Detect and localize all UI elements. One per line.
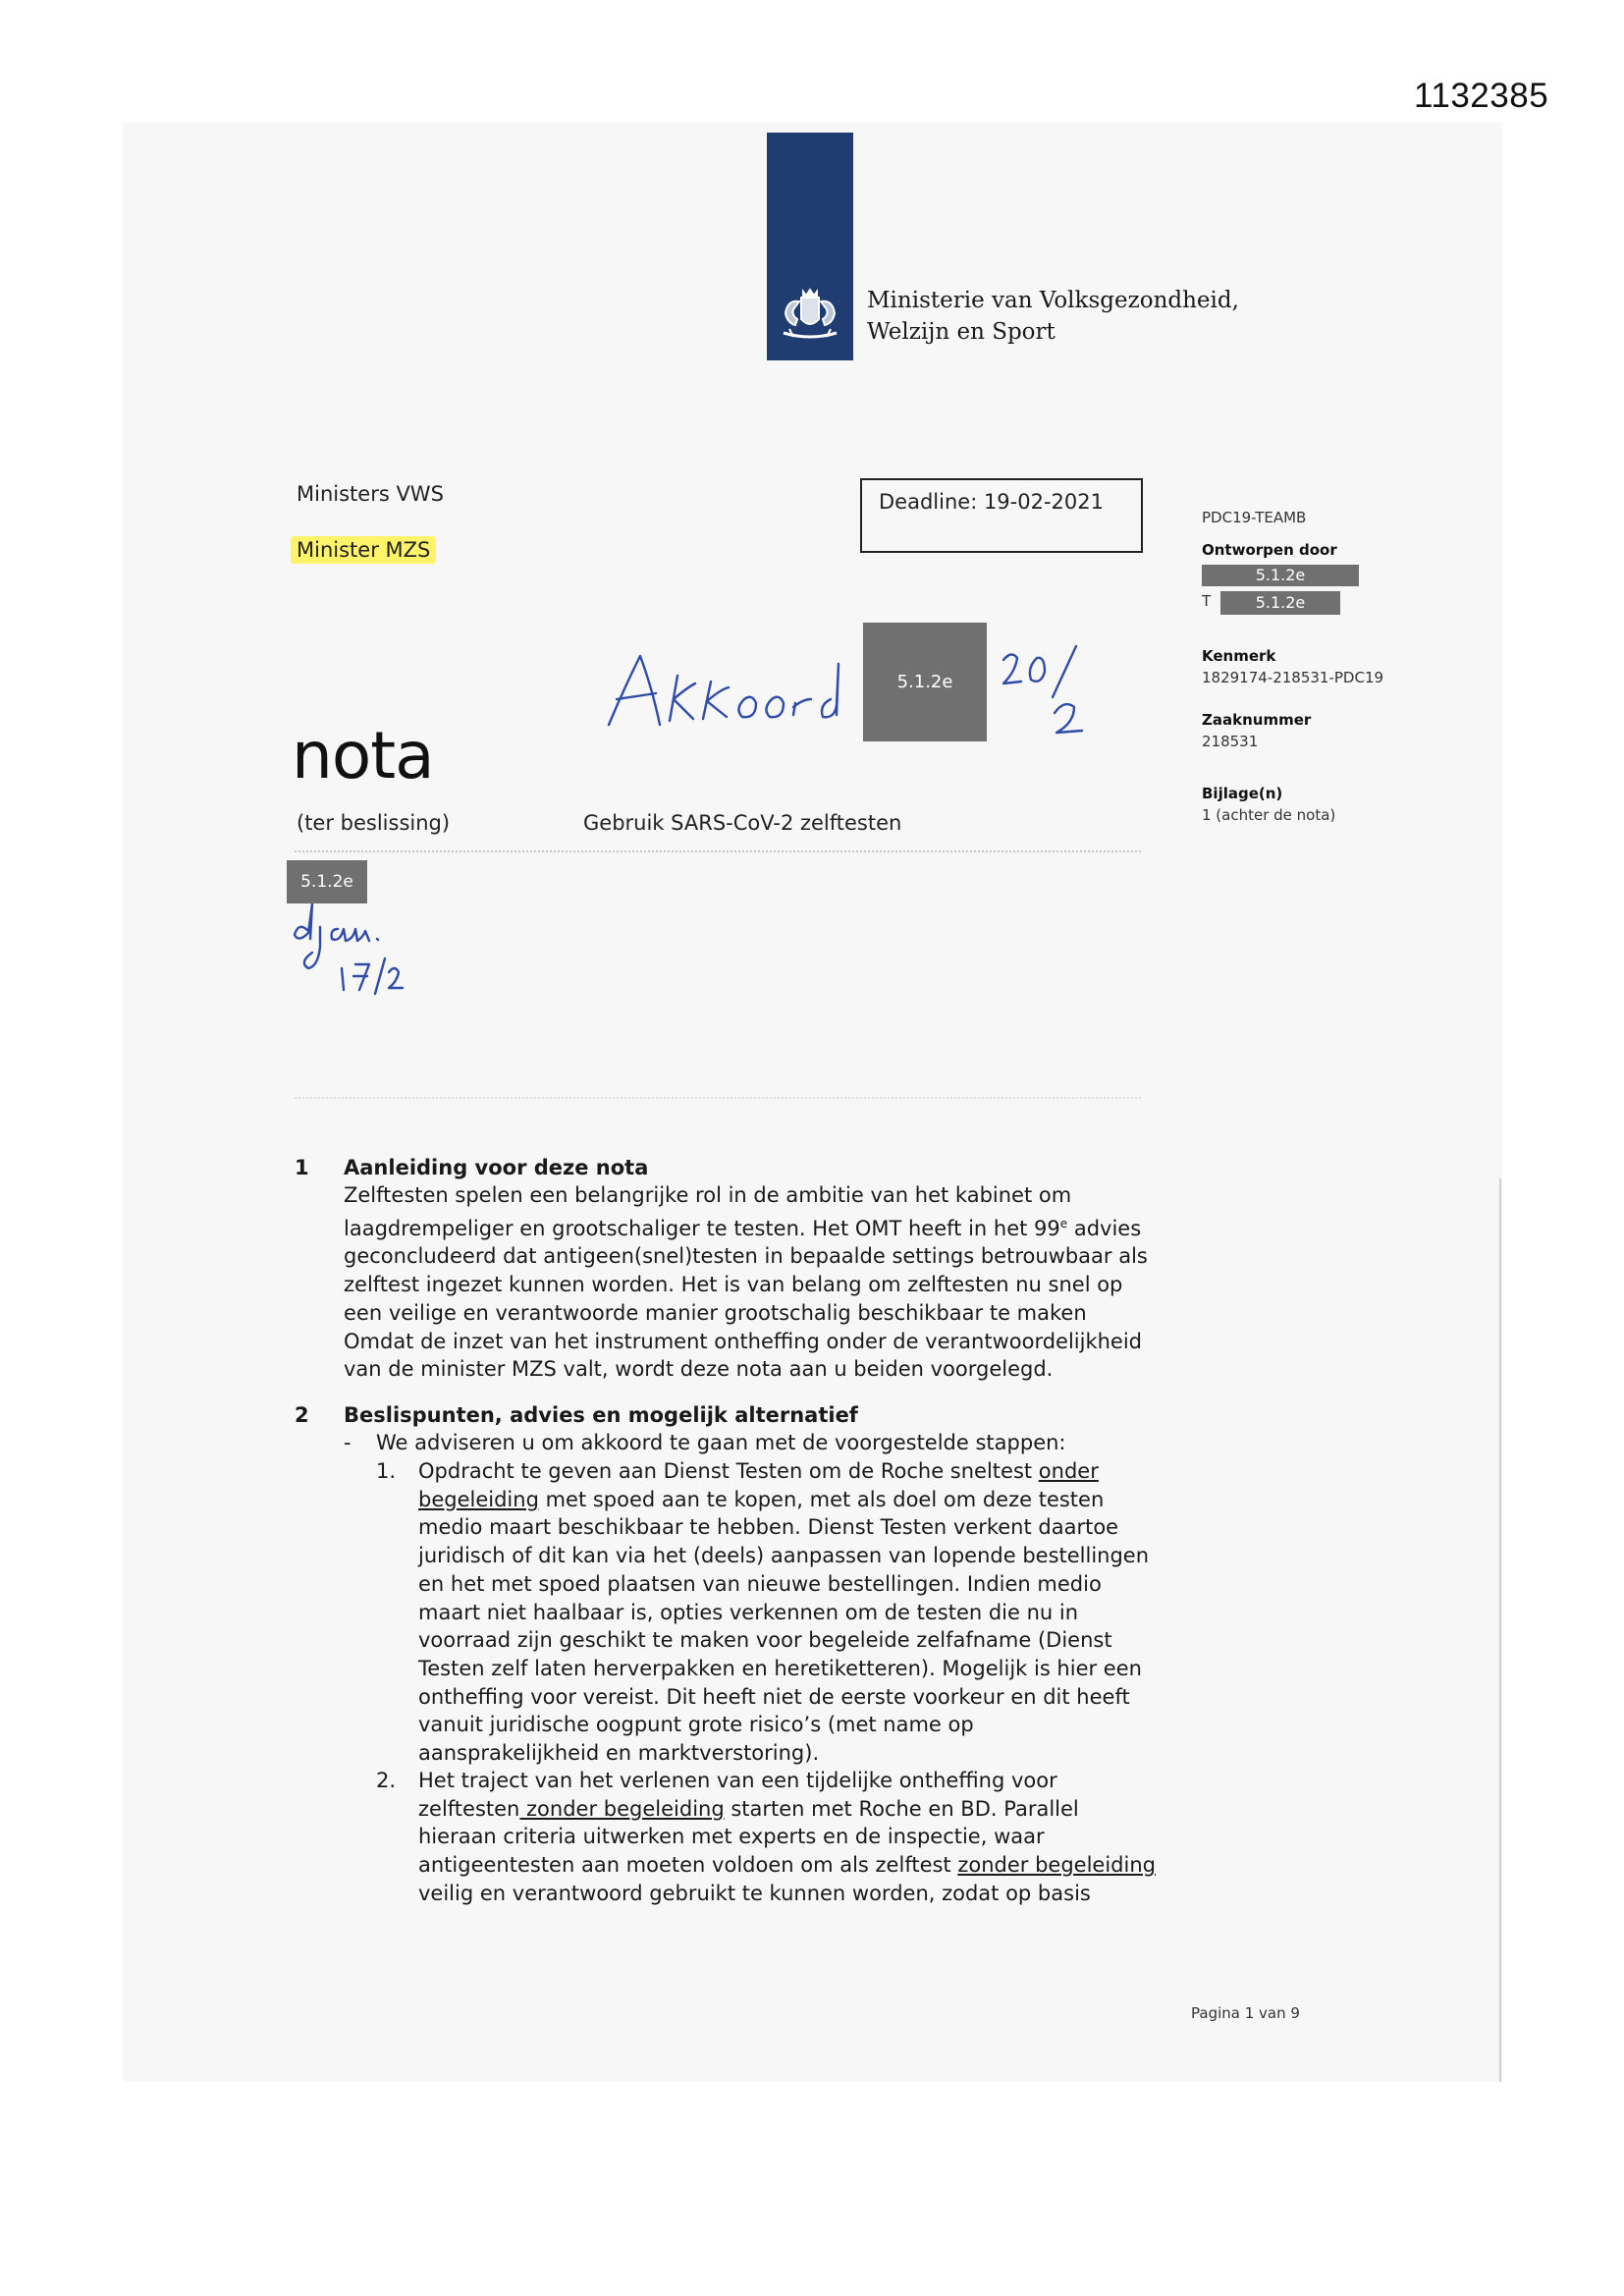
section-1-line: Zelftesten spelen een belangrijke rol in de ambitie van het kabinet om	[344, 1183, 1072, 1207]
document-title: nota	[292, 718, 434, 793]
attachments-value: 1 (achter de nota)	[1202, 806, 1336, 824]
section-1-line: van de minister MZS valt, wordt deze nota aan u beiden voorgelegd.	[344, 1357, 1054, 1382]
deadline-box: Deadline: 19-02-2021	[860, 478, 1143, 553]
addressee-ministers-vws: Ministers VWS	[297, 482, 444, 506]
ministry-name-line1: Ministerie van Volksgezondheid,	[867, 288, 1239, 313]
attachments-label: Bijlage(n)	[1202, 785, 1283, 802]
ministry-name-line2: Welzijn en Sport	[867, 319, 1056, 345]
reference-label: Kenmerk	[1202, 647, 1276, 665]
case-number-label: Zaaknummer	[1202, 711, 1312, 729]
section-1-line: Omdat de inzet van het instrument ontheffing onder de verantwoordelijkheid	[344, 1329, 1143, 1353]
section-1-line: zelftest ingezet kunnen worden. Het is van belang om zelftesten nu snel op	[344, 1273, 1123, 1297]
redaction-approver: 5.1.2e	[863, 623, 987, 741]
team-code: PDC19-TEAMB	[1202, 509, 1307, 526]
document-subject: Gebruik SARS-CoV-2 zelftesten	[583, 811, 902, 835]
section-1-line: een veilige en verantwoorde manier grootschalig beschikbaar te maken	[344, 1300, 1087, 1325]
document-subtitle: (ter beslissing)	[297, 811, 451, 835]
phone-prefix: T	[1202, 592, 1212, 610]
list-item: Het traject van het verlenen van een tijdelijke ontheffing voor zelftesten zonder begeleiding starten met Roche en BD. Parallel hieraan criteria uitwerken met experts en de inspectie, waar antigeentesten aan moeten voldoen om als zelftest zonder begeleiding veilig en verantwoord gebruikt te kunnen worden, zodat op basis	[418, 1769, 1156, 1905]
redaction-phone: 5.1.2e	[1220, 591, 1340, 615]
section-1-body	[344, 1181, 1178, 1384]
designed-by-label: Ontworpen door	[1202, 541, 1337, 559]
section-divider	[295, 1097, 1141, 1099]
document-number: 1132385	[1414, 77, 1549, 115]
list-item: Opdracht te geven aan Dienst Testen om de Roche sneltest onder begeleiding met spoed aan te kopen, met als doel om deze testen medio maart beschikbaar te hebben. Dienst Testen verkent daartoe juridisch of dit kan via het (deels) aanpassen van lopende bestellingen en het met spoed plaatsen van nieuwe bestellingen. Indien medio maart niet haalbaar is, opties verkennen om de testen die nu in voorraad zijn geschikt te maken voor begeleide zelfafname (Dienst Testen zelf laten herverpakken en heretiketteren). Mogelijk is hier een ontheffing voor vereist. Dit heeft niet de eerste voorkeur en dit heeft vanuit juridische oogpunt grote risico’s (met name op aansprakelijkheid en marktverstoring).	[418, 1459, 1150, 1766]
bullet-dash: -	[344, 1431, 352, 1454]
section-1-line: geconcludeerd dat antigeen(snel)testen in bepaalde settings betrouwbaar als	[344, 1244, 1148, 1269]
title-divider	[295, 850, 1141, 852]
section-2-intro: We adviseren u om akkoord te gaan met de voorgestelde stappen:	[376, 1431, 1066, 1454]
page-number: Pagina 1 van 9	[1191, 2004, 1300, 2022]
handwritten-date-20-2	[1003, 654, 1021, 683]
case-number-value: 218531	[1202, 733, 1259, 750]
handwritten-initials	[295, 903, 320, 968]
highlighted-addressee: Minister MZS	[291, 536, 436, 564]
list-item-number: 2.	[376, 1769, 397, 1792]
handwritten-date-17-2	[342, 968, 344, 990]
reference-value: 1829174-218531-PDC19	[1202, 669, 1384, 686]
section-1-heading: Aanleiding voor deze nota	[344, 1156, 649, 1179]
section-2-heading: Beslispunten, advies en mogelijk alternatief	[344, 1403, 858, 1427]
redaction-designed-by: 5.1.2e	[1202, 565, 1359, 586]
section-1-number: 1	[295, 1156, 309, 1179]
section-1-line: laagdrempeliger en grootschaliger te testen. Het OMT heeft in het 99e advies	[344, 1216, 1142, 1240]
list-item-number: 1.	[376, 1459, 397, 1483]
redaction-signoff: 5.1.2e	[287, 860, 367, 903]
handwritten-akkoord-stroke	[609, 656, 660, 725]
section-2-number: 2	[295, 1403, 309, 1427]
